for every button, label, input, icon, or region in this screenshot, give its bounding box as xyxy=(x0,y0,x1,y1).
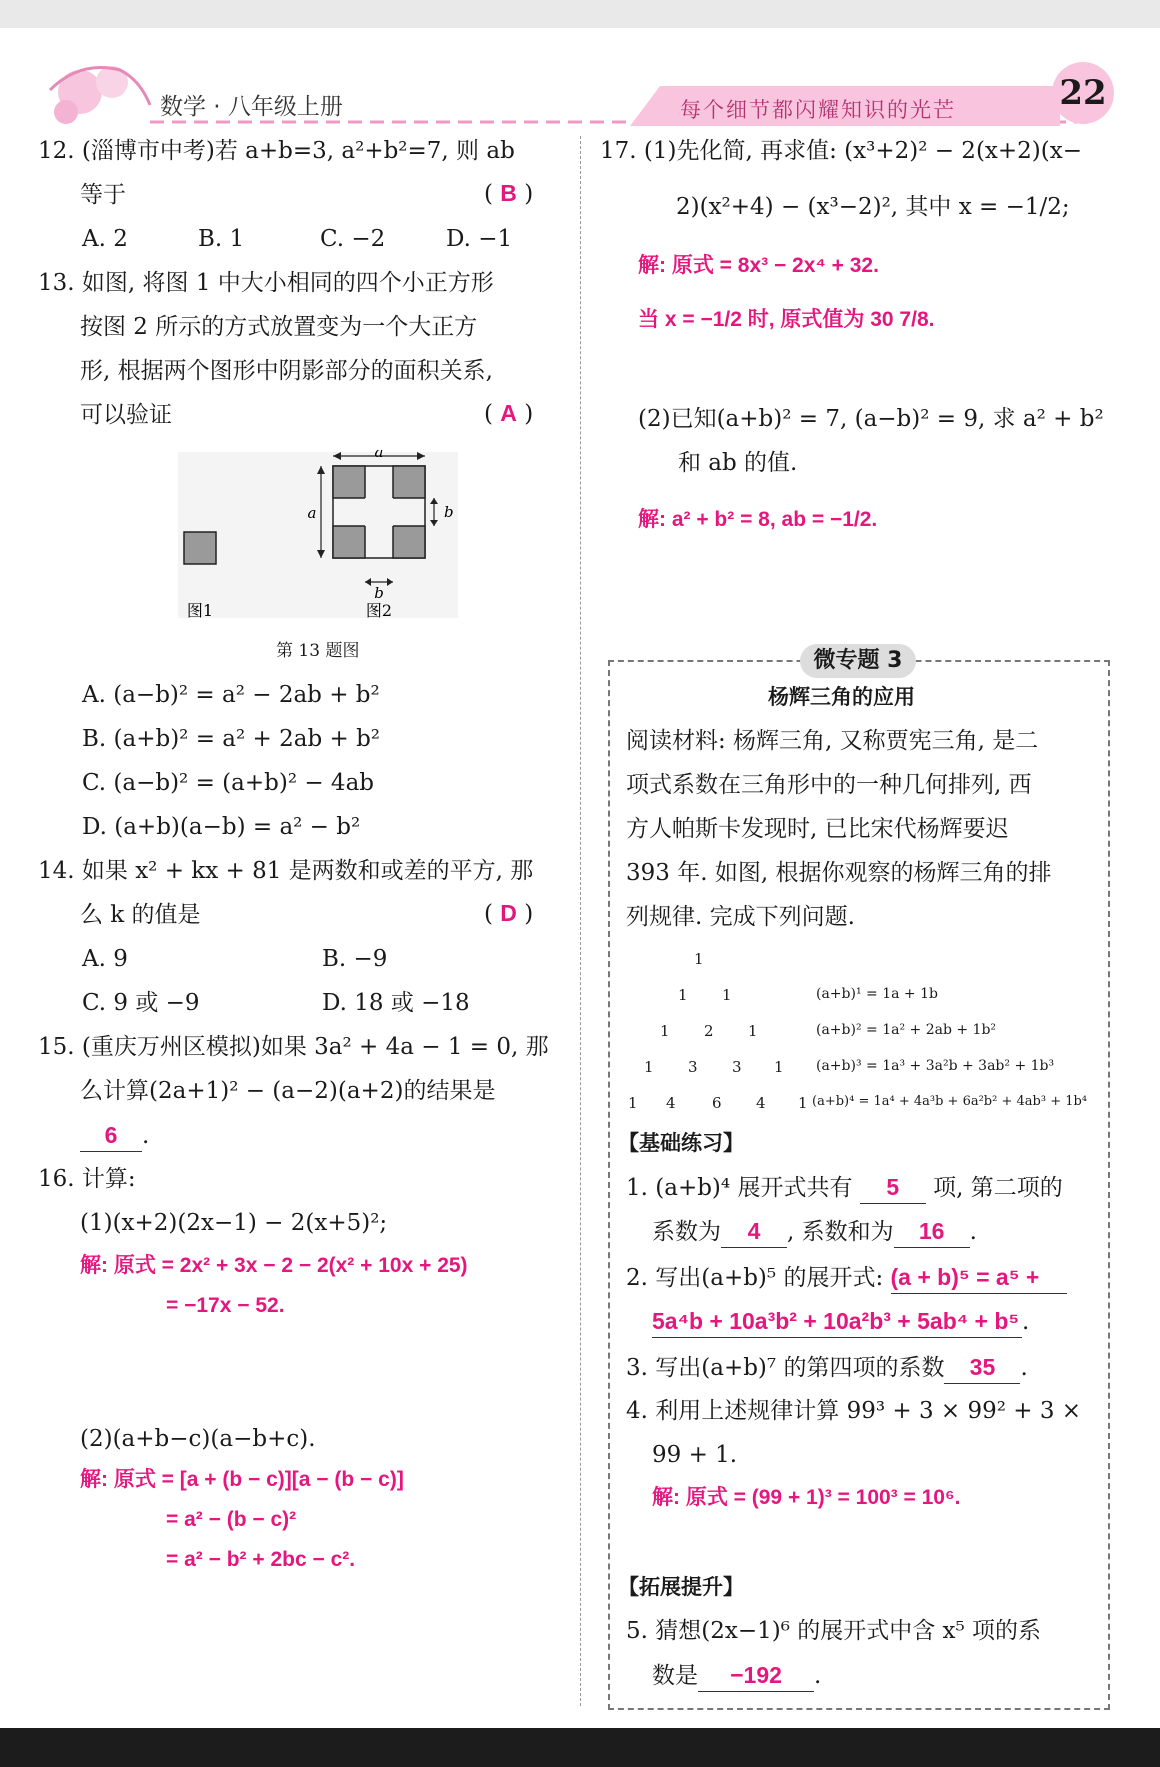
fig2-center-gap xyxy=(365,498,393,526)
b1-answer-sum: 16 xyxy=(918,1218,945,1244)
triangle-row4-num2: 3 xyxy=(688,1058,698,1076)
fig2-label: 图2 xyxy=(365,601,393,620)
q13-line2: 按图 2 所示的方式放置变为一个大正方 xyxy=(80,314,478,340)
b3-prefix: 3. 写出(a+b)⁷ 的第四项的系数 xyxy=(626,1355,945,1381)
q14-option-a: A. 9 xyxy=(82,946,128,972)
b1-middle: 项, 第二项的 xyxy=(933,1175,1063,1201)
triangle-row5-num5: 1 xyxy=(798,1094,808,1112)
q17-line1: 17. (1)先化简, 再求值: (x³+2)² − 2(x+2)(x− xyxy=(600,138,1082,164)
q13-answer-bracket: ( A ) xyxy=(484,400,534,427)
triangle-row5-num2: 4 xyxy=(666,1094,676,1112)
q13-answer: A xyxy=(500,400,517,426)
micro-topic-badge: 微专题 3 xyxy=(800,644,916,678)
figure-13-caption: 第 13 题图 xyxy=(276,641,360,661)
q12-option-c: C. −2 xyxy=(320,226,386,252)
q15-answer: 6 xyxy=(104,1122,118,1148)
q16-part2-solution-2: = a² − (b − c)² xyxy=(166,1508,297,1531)
triangle-row3-num1: 1 xyxy=(660,1022,670,1040)
q13-option-b: B. (a+b)² = a² + 2ab + b² xyxy=(82,726,381,752)
q17-solution-1: 解: 原式 = 8x³ − 2x⁴ + 32. xyxy=(638,254,879,277)
b2-line1 xyxy=(626,1262,1067,1294)
triangle-row2-num2: 1 xyxy=(722,986,732,1004)
q12-line1: 12. (淄博市中考)若 a+b=3, a²+b²=7, 则 ab xyxy=(38,138,515,164)
fig2-square-bl xyxy=(333,526,365,558)
basic-practice-heading: 【基础练习】 xyxy=(618,1131,744,1155)
b4-line2: 99 + 1. xyxy=(652,1442,738,1468)
q14-option-d: D. 18 或 −18 xyxy=(322,990,470,1016)
b2-answer-line1: (a + b)⁵ = a⁵ + xyxy=(890,1264,1040,1290)
fig2-square-tr xyxy=(393,466,425,498)
q15-line1: 15. (重庆万州区模拟)如果 3a² + 4a − 1 = 0, 那 xyxy=(38,1034,549,1060)
figure-13 xyxy=(178,450,468,622)
triangle-row4-num1: 1 xyxy=(644,1058,654,1076)
q14-option-c: C. 9 或 −9 xyxy=(82,990,200,1016)
q16-part1-solution-2: = −17x − 52. xyxy=(166,1294,285,1317)
q12-option-d: D. −1 xyxy=(446,226,513,252)
top-margin-band xyxy=(0,0,1160,28)
b3-line: 3. 写出(a+b)⁷ 的第四项的系数 35 . xyxy=(626,1352,1028,1384)
triangle-row5-num3: 6 xyxy=(712,1094,722,1112)
triangle-row1-num1: 1 xyxy=(694,950,704,968)
q13-line1: 13. 如图, 将图 1 中大小相同的四个小正方形 xyxy=(38,270,494,296)
q17-solution-2: 当 x = −1/2 时, 原式值为 30 7/8. xyxy=(638,308,935,331)
q16-part2-solution-1: 解: 原式 = [a + (b − c)][a − (b − c)] xyxy=(80,1468,404,1491)
triangle-row4-num3: 3 xyxy=(732,1058,742,1076)
q12-line2: 等于 xyxy=(80,182,126,208)
topic-title: 杨辉三角的应用 xyxy=(768,685,915,709)
expansion-3: (a+b)³ = 1a³ + 3a²b + 3ab² + 1b³ xyxy=(816,1058,1055,1074)
expansion-1: (a+b)¹ = 1a + 1b xyxy=(816,986,938,1002)
motto-text: 每个细节都闪耀知识的光芒 xyxy=(680,98,956,122)
subject-label: 数学 · 八年级上册 xyxy=(160,94,343,120)
fig-label-b-right: b xyxy=(444,503,454,521)
q17-line2: 2)(x²+4) − (x³−2)², 其中 x = −1/2; xyxy=(676,194,1070,220)
extension-heading: 【拓展提升】 xyxy=(618,1575,744,1599)
q16-part1-solution-1: 解: 原式 = 2x² + 3x − 2 − 2(x² + 10x + 25) xyxy=(80,1254,468,1277)
triangle-row5-num1: 1 xyxy=(628,1094,638,1112)
q12-option-a: A. 2 xyxy=(82,226,128,252)
b2-line2: 5a⁴b + 10a³b² + 10a²b³ + 5ab⁴ + b⁵ . xyxy=(652,1306,1029,1338)
b2-answer-line2: 5a⁴b + 10a³b² + 10a²b³ + 5ab⁴ + b⁵ xyxy=(652,1308,1020,1334)
b1-line2: 系数为 4 , 系数和为 16 . xyxy=(652,1216,977,1248)
fig-label-b-bottom: b xyxy=(374,584,384,602)
fig1-label: 图1 xyxy=(186,601,214,620)
fig-label-a-left: a xyxy=(307,504,317,522)
q13-line3: 形, 根据两个图形中阴影部分的面积关系, xyxy=(80,358,493,384)
triangle-row3-num2: 2 xyxy=(704,1022,714,1040)
e5-prefix: 数是 xyxy=(652,1663,698,1689)
triangle-row2-num1: 1 xyxy=(678,986,688,1004)
q17-part2-solution: 解: a² + b² = 8, ab = −1/2. xyxy=(638,508,878,531)
q14-option-b: B. −9 xyxy=(322,946,388,972)
bottom-dark-band xyxy=(0,1728,1160,1767)
q12-answer: B xyxy=(500,180,517,206)
triangle-row3-num3: 1 xyxy=(748,1022,758,1040)
b3-answer: 35 xyxy=(969,1354,996,1380)
triangle-row4-num4: 1 xyxy=(774,1058,784,1076)
column-divider xyxy=(580,136,581,1706)
q12-option-b: B. 1 xyxy=(198,226,245,252)
page-number: 22 xyxy=(1052,62,1114,124)
q14-line1: 14. 如果 x² + kx + 81 是两数和或差的平方, 那 xyxy=(38,858,534,884)
q13-option-d: D. (a+b)(a−b) = a² − b² xyxy=(82,814,361,840)
b2-prefix: 2. 写出(a+b)⁵ 的展开式: xyxy=(626,1265,884,1291)
q15-line2: 么计算(2a+1)² − (a−2)(a+2)的结果是 xyxy=(80,1078,496,1104)
reading-line-1: 阅读材料: 杨辉三角, 又称贾宪三角, 是二 xyxy=(626,728,1039,754)
q13-line4: 可以验证 xyxy=(80,402,172,428)
e5-line2: 数是 −192 . xyxy=(652,1660,821,1692)
q16-part1: (1)(x+2)(2x−1) − 2(x+5)²; xyxy=(80,1210,388,1236)
q14-answer-bracket: ( D ) xyxy=(484,900,534,927)
reading-line-5: 列规律. 完成下列问题. xyxy=(626,904,855,930)
fig2-square-br xyxy=(393,526,425,558)
q17-part2-line2: 和 ab 的值. xyxy=(678,450,798,476)
b4-line1: 4. 利用上述规律计算 99³ + 3 × 99² + 3 × xyxy=(626,1398,1082,1424)
q16-part2: (2)(a+b−c)(a−b+c). xyxy=(80,1426,316,1452)
q14-answer: D xyxy=(500,900,517,926)
reading-line-3: 方人帕斯卡发现时, 已比宋代杨辉要迟 xyxy=(626,816,1009,842)
flower-ornament-icon xyxy=(40,50,160,130)
triangle-row5-num4: 4 xyxy=(756,1094,766,1112)
b1-line1 xyxy=(626,1172,1063,1204)
reading-line-2: 项式系数在三角形中的一种几何排列, 西 xyxy=(626,772,1032,798)
q15-answer-line: 6 . xyxy=(80,1120,149,1152)
b1-answer-coef: 4 xyxy=(747,1218,761,1244)
expansion-4: (a+b)⁴ = 1a⁴ + 4a³b + 6a²b² + 4ab³ + 1b⁴ xyxy=(812,1094,1088,1109)
q16-title: 16. 计算: xyxy=(38,1166,136,1192)
b4-solution: 解: 原式 = (99 + 1)³ = 100³ = 10⁶. xyxy=(652,1486,961,1509)
q17-part2-line1: (2)已知(a+b)² = 7, (a−b)² = 9, 求 a² + b² xyxy=(638,406,1104,432)
reading-line-4: 393 年. 如图, 根据你观察的杨辉三角的排 xyxy=(626,860,1052,886)
b1-answer-terms: 5 xyxy=(886,1174,900,1200)
e5-answer: −192 xyxy=(730,1662,782,1688)
fig1-square xyxy=(184,532,216,564)
b1-prefix2: 系数为 xyxy=(652,1219,721,1245)
q13-option-c: C. (a−b)² = (a+b)² − 4ab xyxy=(82,770,375,796)
q13-option-a: A. (a−b)² = a² − 2ab + b² xyxy=(82,682,380,708)
e5-line1: 5. 猜想(2x−1)⁶ 的展开式中含 x⁵ 项的系 xyxy=(626,1618,1042,1644)
expansion-2: (a+b)² = 1a² + 2ab + 1b² xyxy=(816,1022,997,1038)
q14-line2: 么 k 的值是 xyxy=(80,902,201,928)
q16-part2-solution-3: = a² − b² + 2bc − c². xyxy=(166,1548,356,1571)
fig-label-a-top: a xyxy=(374,450,384,461)
b1-prefix: 1. (a+b)⁴ 展开式共有 xyxy=(626,1175,853,1201)
fig2-square-tl xyxy=(333,466,365,498)
q12-answer-bracket: ( B ) xyxy=(484,180,534,207)
b1-middle2: , 系数和为 xyxy=(787,1219,894,1245)
